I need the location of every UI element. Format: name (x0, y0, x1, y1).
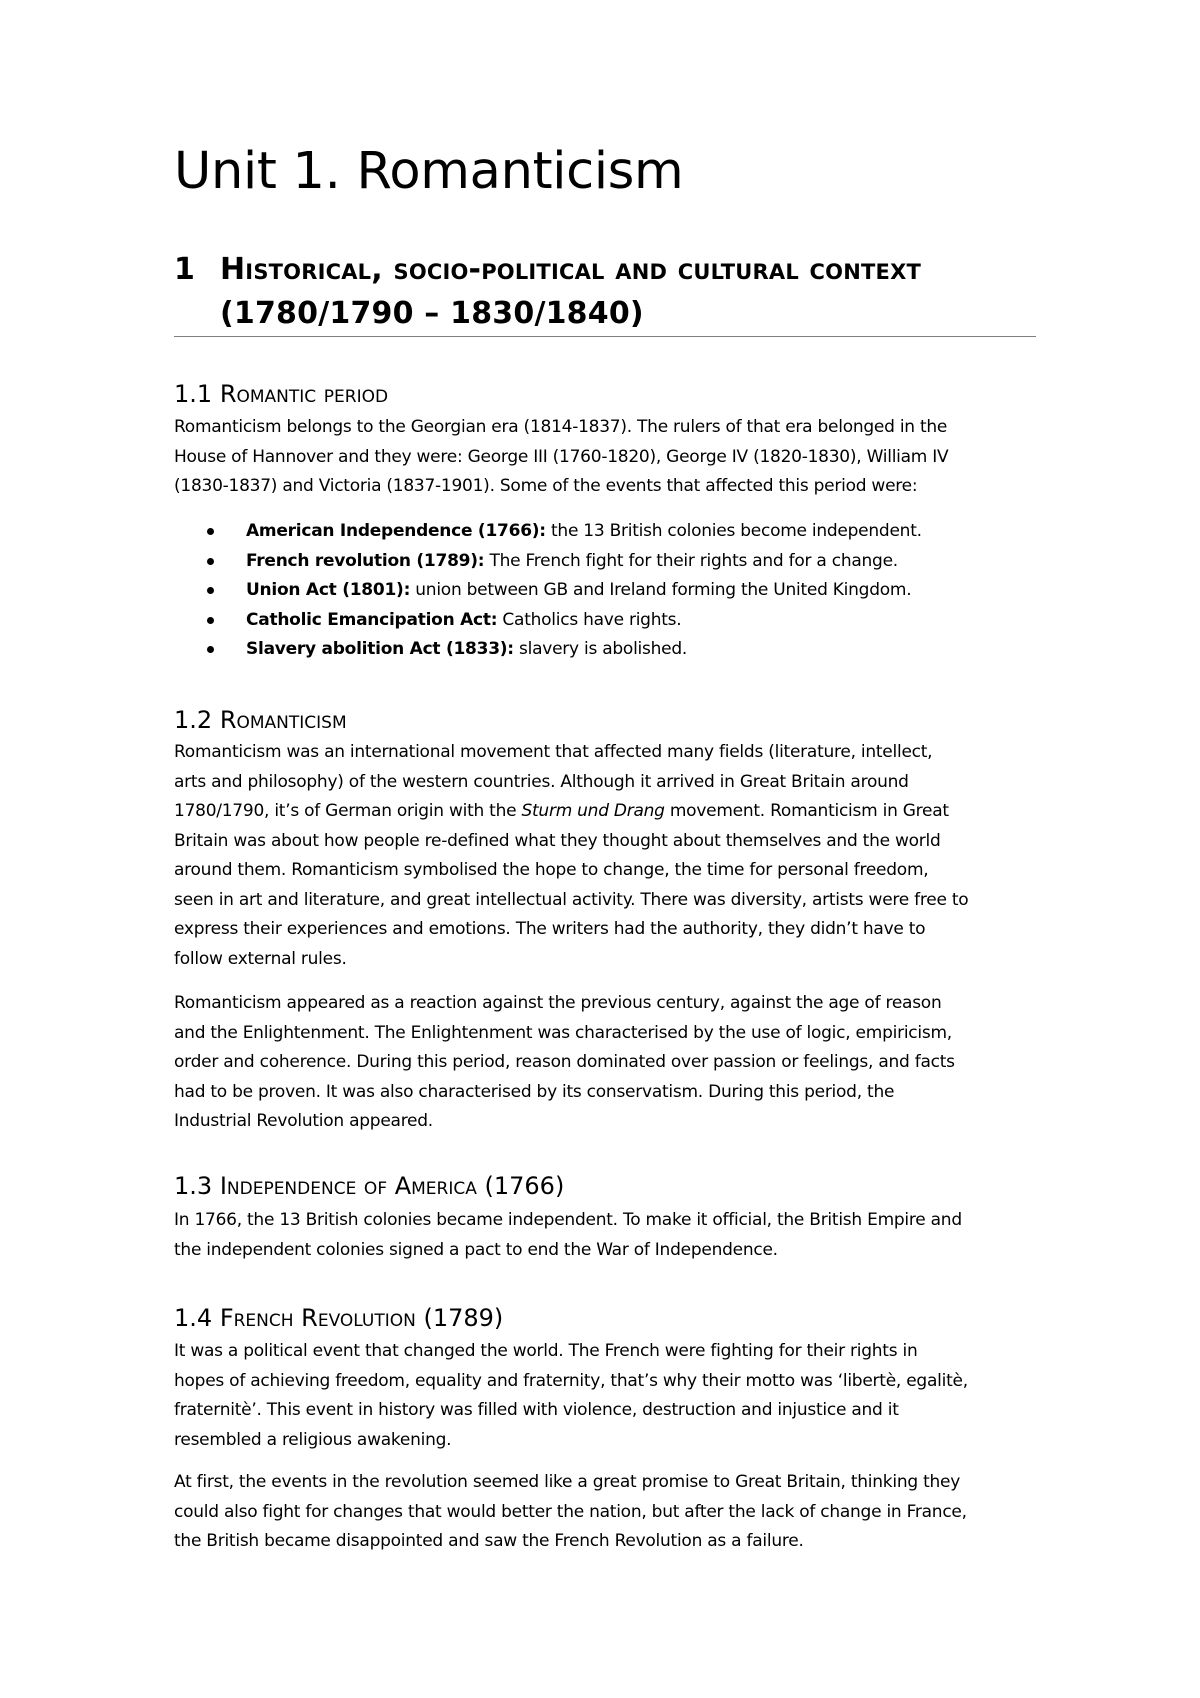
list-item-text: slavery is abolished. (513, 639, 688, 659)
text-line: the independent colonies signed a pact to end the War of Independence. (174, 1239, 778, 1260)
paragraph-1-2-a (174, 738, 1036, 974)
paragraph-1-1-a (174, 413, 1036, 502)
subsection-title: French Revolution (1789) (219, 1304, 504, 1332)
italic-term: Sturm und Drang (521, 801, 665, 821)
subsection-1-4-heading (174, 1302, 503, 1334)
text-line: the British became disappointed and saw the French Revolution as a failure. (174, 1531, 804, 1551)
text-line: hopes of achieving freedom, equality and fraternity, that’s why their motto was ‘libertè, egalitè, (174, 1370, 968, 1391)
list-item-term: Catholic Emancipation Act: (246, 609, 498, 630)
document-title: Unit 1. Romanticism (174, 142, 684, 201)
list-item (174, 606, 922, 636)
subsection-number: 1.1 (174, 380, 213, 408)
section-1-heading (174, 248, 1036, 336)
text-line: It was a political event that changed the world. The French were fighting for their rights in (174, 1341, 918, 1361)
text-line: arts and philosophy) of the western countries. Although it arrived in Great Britain around (174, 771, 909, 792)
list-item-text: Catholics have rights. (497, 609, 682, 630)
text-line: seen in art and literature, and great intellectual activity. There was diversity, artists were free to (174, 889, 969, 910)
bullet-icon (207, 617, 214, 624)
subsection-title: Romanticism (219, 706, 347, 734)
list-item (174, 517, 922, 547)
text-line: (1830-1837) and Victoria (1837-1901). Some of the events that affected this period were: (174, 476, 918, 496)
bullet-icon (207, 528, 214, 535)
text-line: and the Enlightenment. The Enlightenment was characterised by the use of logic, empiricism, (174, 1022, 952, 1043)
subsection-number: 1.3 (174, 1172, 213, 1200)
text-line: fraternitè’. This event in history was filled with violence, destruction and injustice and it (174, 1400, 899, 1420)
text-line: Romanticism appeared as a reaction against the previous century, against the age of reason (174, 993, 942, 1013)
text-line (174, 797, 1036, 827)
text-line: could also fight for changes that would better the nation, but after the lack of change in France, (174, 1501, 967, 1522)
section-divider (174, 336, 1036, 337)
list-item-term: Slavery abolition Act (1833): (246, 639, 514, 659)
section-number: 1 (174, 252, 196, 287)
bullet-icon (207, 587, 214, 594)
text-line: House of Hannover and they were: George III (1760-1820), George IV (1820-1830), William IV (174, 446, 949, 467)
section-title: Historical, socio-political and cultural context (1780/1790 – 1830/1840) (220, 252, 921, 331)
text-line: order and coherence. During this period, reason dominated over passion or feelings, and facts (174, 1052, 955, 1072)
list-item (174, 635, 922, 665)
bullet-icon (207, 558, 214, 565)
list-item-term: Union Act (1801): (246, 580, 411, 600)
text-line: follow external rules. (174, 948, 347, 969)
bullet-icon (207, 646, 214, 653)
list-item-text: The French fight for their rights and for a change. (484, 550, 898, 571)
text-line: had to be proven. It was also characterised by its conservatism. During this period, the (174, 1081, 895, 1102)
text-line: resembled a religious awakening. (174, 1429, 452, 1450)
text-line: around them. Romanticism symbolised the hope to change, the time for personal freedom, (174, 860, 929, 880)
list-item (174, 576, 922, 606)
text-line: express their experiences and emotions. The writers had the authority, they didn’t have to (174, 919, 926, 939)
subsection-title: Independence of America (1766) (219, 1172, 565, 1200)
paragraph-1-4-b (174, 1468, 1036, 1557)
paragraph-1-4-a (174, 1337, 1036, 1455)
text-line: Industrial Revolution appeared. (174, 1111, 433, 1131)
list-item-term: American Independence (1766): (246, 521, 546, 541)
events-bullet-list (174, 517, 922, 665)
subsection-number: 1.4 (174, 1304, 213, 1332)
paragraph-1-2-b (174, 989, 1036, 1137)
list-item-term: French revolution (1789): (246, 550, 485, 571)
subsection-title: Romantic period (219, 380, 389, 408)
text-line: Romanticism belongs to the Georgian era (1814-1837). The rulers of that era belonged in the (174, 417, 948, 437)
text-line: Britain was about how people re-defined what they thought about themselves and the world (174, 830, 941, 851)
subsection-number: 1.2 (174, 706, 213, 734)
subsection-1-2-heading (174, 704, 347, 736)
subsection-1-1-heading (174, 378, 388, 410)
text-line: In 1766, the 13 British colonies became independent. To make it official, the British Empire and (174, 1210, 962, 1230)
text-line: At first, the events in the revolution seemed like a great promise to Great Britain, thinking they (174, 1472, 961, 1492)
text-run: movement. Romanticism in Great (664, 801, 949, 821)
list-item-text: union between GB and Ireland forming the United Kingdom. (410, 580, 912, 600)
text-line: Romanticism was an international movement that affected many fields (literature, intellect, (174, 742, 933, 762)
paragraph-1-3-a (174, 1206, 1036, 1265)
list-item-text: the 13 British colonies become independent. (545, 521, 922, 541)
text-run: 1780/1790, it’s of German origin with the (174, 801, 522, 821)
subsection-1-3-heading (174, 1170, 564, 1202)
list-item (174, 547, 922, 577)
